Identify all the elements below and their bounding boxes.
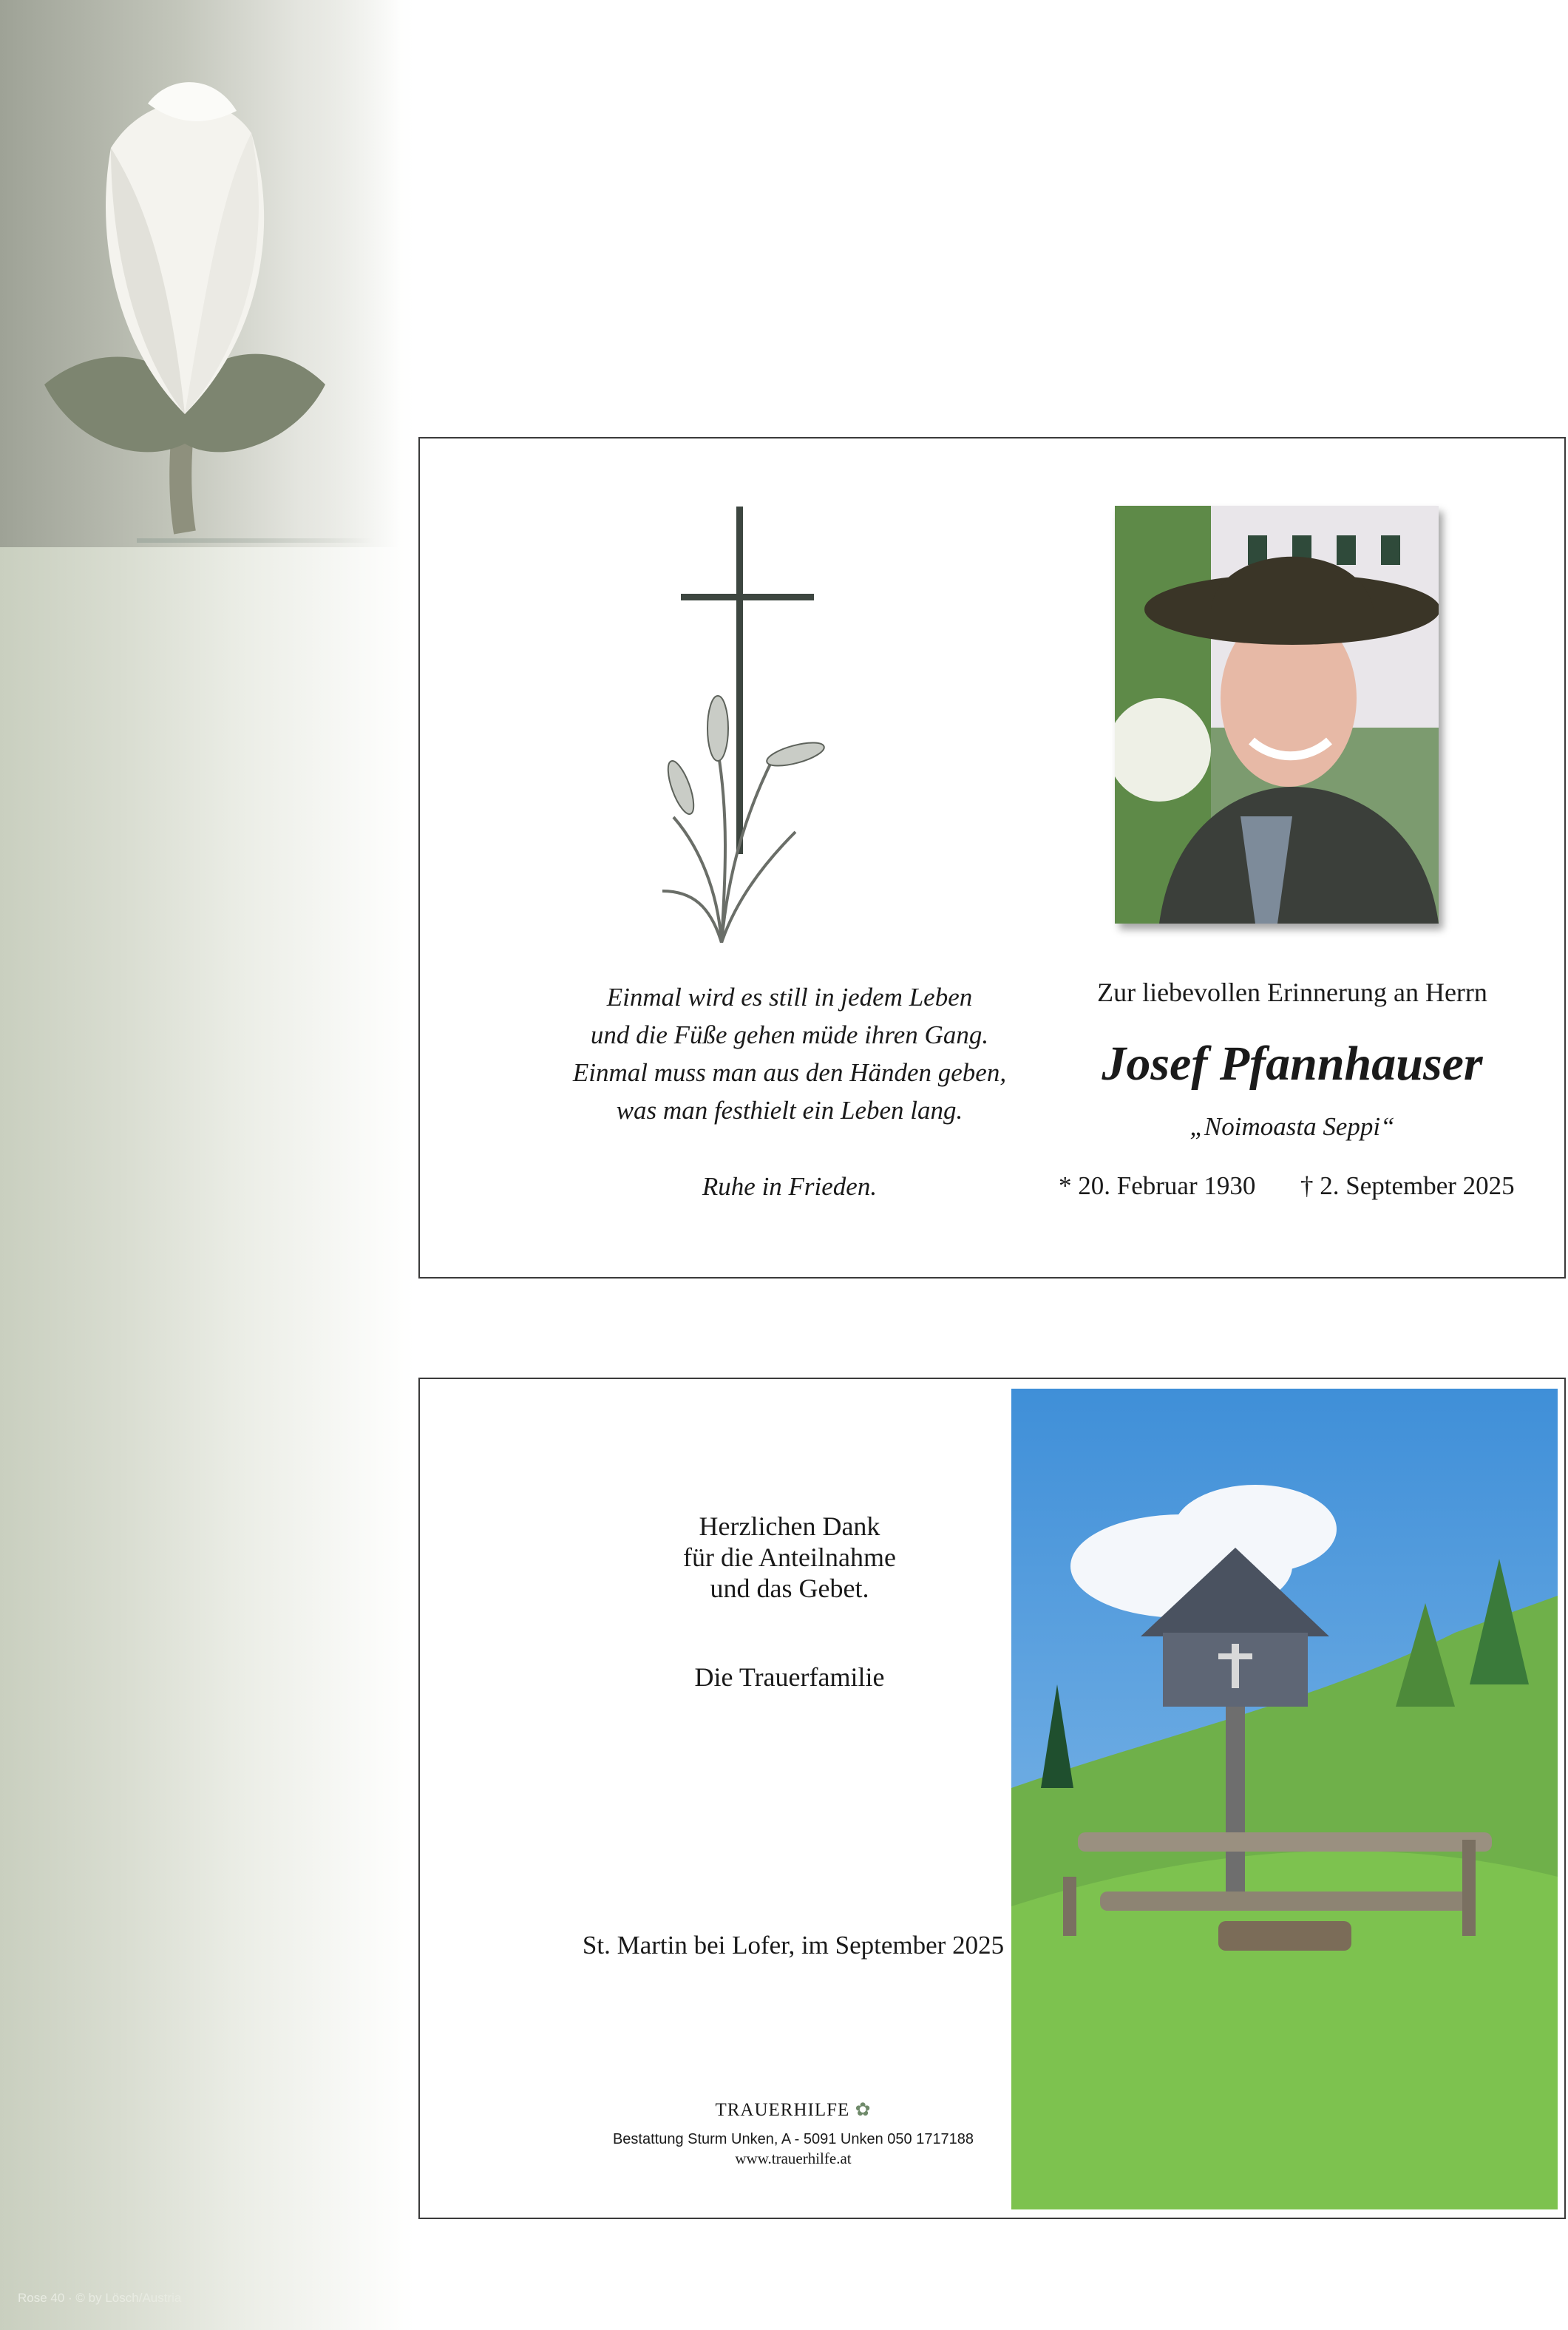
family-signature: Die Trauerfamilie: [694, 1662, 885, 1692]
wayside-cross-photo: [1011, 1389, 1558, 2209]
leaf-icon: ✿: [855, 2100, 872, 2120]
funeral-home-address: Bestattung Sturm Unken, A - 5091 Unken 050 1717188: [612, 2131, 974, 2147]
deceased-nickname: „Noimoasta Seppi“: [1189, 1112, 1395, 1141]
poem-closing: Ruhe in Frieden.: [702, 1172, 878, 1201]
thanks-line: Herzlichen Dank: [699, 1511, 880, 1541]
deceased-name: Josef Pfannhauser: [1102, 1037, 1483, 1091]
poem-line: Einmal wird es still in jedem Leben: [606, 983, 973, 1012]
decorative-rose-strip: [0, 0, 414, 2330]
image-credit: Rose 40 · © by Lösch/Austria: [18, 2291, 182, 2305]
poem-line: was man festhielt ein Leben lang.: [616, 1096, 963, 1125]
funeral-home-logo: [568, 2099, 1019, 2121]
funeral-home-brand: TRAUERHILFE: [715, 2100, 850, 2120]
birth-date: * 20. Februar 1930: [1059, 1171, 1256, 1200]
funeral-home-website[interactable]: www.trauerhilfe.at: [735, 2150, 852, 2167]
memorial-poem: [494, 978, 1085, 1205]
decorative-line: [137, 538, 373, 543]
parte-front-card: [418, 437, 1566, 1279]
poem-line: Einmal muss man aus den Händen geben,: [572, 1058, 1007, 1087]
poem-line: und die Füße gehen müde ihren Gang.: [590, 1020, 989, 1049]
place-and-date: St. Martin bei Lofer, im September 2025: [582, 1931, 1005, 1960]
portrait-photo: [1115, 506, 1439, 924]
parte-back-card: [418, 1378, 1566, 2219]
thanks-line: für die Anteilnahme: [683, 1542, 896, 1572]
thanks-line: und das Gebet.: [710, 1574, 869, 1603]
white-rose-image: [0, 0, 399, 547]
cross-with-wheat-icon: [648, 507, 844, 943]
thanks-message: [605, 1511, 974, 1604]
memorial-intro: Zur liebevollen Erinnerung an Herrn: [1097, 978, 1487, 1007]
death-date: † 2. September 2025: [1300, 1171, 1515, 1200]
